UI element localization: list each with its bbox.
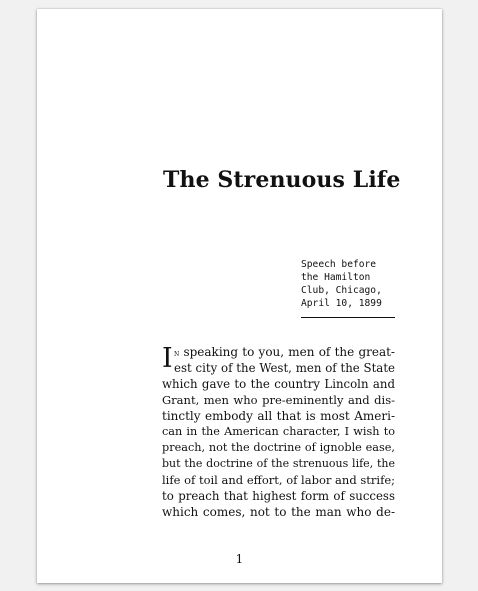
text-line: tinctly embody all that is most Ameri- (162, 409, 395, 423)
epigraph (301, 258, 395, 310)
text-line: but the doctrine of the strenuous life, the (162, 457, 395, 470)
drop-cap-continuation: n (174, 349, 180, 359)
epigraph-line: Club, Chicago, (301, 285, 382, 296)
text-line: which gave to the country Lincoln and (162, 377, 395, 391)
drop-cap: I (162, 343, 173, 374)
body-paragraph (162, 344, 395, 520)
epigraph-line: April 10, 1899 (301, 298, 382, 309)
epigraph-line: Speech before (301, 259, 377, 270)
text-line: can in the American character, I wish to (162, 425, 395, 438)
text-line-content: speaking to you, men of the great- (179, 345, 395, 359)
text-line (162, 344, 395, 360)
text-line: which comes, not to the man who de- (162, 505, 395, 519)
page (37, 9, 442, 583)
text-line: to preach that highest form of success (162, 489, 395, 503)
epigraph-divider (301, 317, 395, 318)
text-line: life of toil and effort, of labor and strife; (162, 473, 395, 487)
chapter-title: The Strenuous Life (163, 167, 401, 193)
text-line: est city of the West, men of the State (174, 361, 395, 375)
text-line: Grant, men who pre-eminently and dis- (162, 393, 395, 407)
text-line: preach, not the doctrine of ignoble ease, (162, 441, 395, 454)
epigraph-line: the Hamilton (301, 272, 371, 283)
page-number: 1 (235, 552, 244, 566)
